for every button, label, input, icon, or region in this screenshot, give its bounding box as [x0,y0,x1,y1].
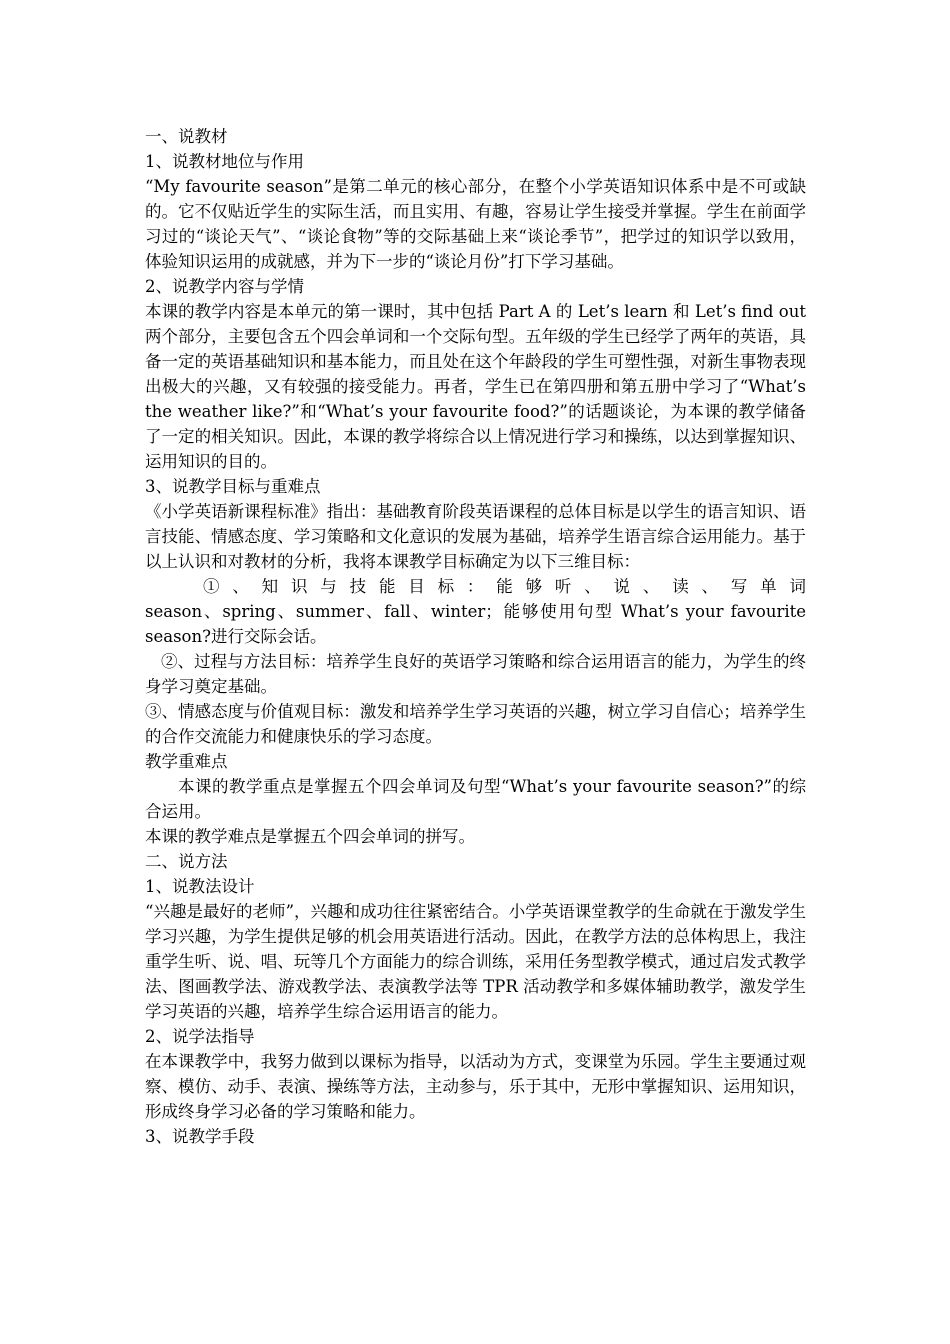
subsection-heading: 教学重难点 [145,752,228,771]
subsection-heading: 1、说教材地位与作用 [145,152,304,171]
key-point: 本课的教学重点是掌握五个四会单词及句型“What’s your favourite season?”的综合运用。 [145,777,806,821]
section-heading: 一、说教材 [145,127,228,146]
paragraph: 本课的教学内容是本单元的第一课时，其中包括 Part A 的 Let’s learn 和 Let’s find out 两个部分，主要包含五个四会单词和一个交际句型。五年级的学生已经学了两年的英语，具备一定的英语基础知识和基本能力，而且处在这个年龄段的学生可塑性强，对新生事物表现出极大的兴趣，又有较强的接受能力。再者，学生已在第四册和第五册中学习了“What’s the weather like?”和“What’s your favourite food?”的话题谈论，为本课的教学储备了一定的相关知识。因此，本课的教学将综合以上情况进行学习和操练，以达到掌握知识、运用知识的目的。 [145,302,806,471]
paragraph: “兴趣是最好的老师”，兴趣和成功往往紧密结合。小学英语课堂教学的生命就在于激发学生学习兴趣，为学生提供足够的机会用英语进行活动。因此，在教学方法的总体构思上，我注重学生听、说、唱、玩等几个方面能力的综合训练，采用任务型教学模式，通过启发式教学法、图画教学法、游戏教学法、表演教学法等 TPR 活动教学和多媒体辅助教学，激发学生学习英语的兴趣，培养学生综合运用语言的能力。 [145,902,806,1021]
goal-process: ②、过程与方法目标：培养学生良好的英语学习策略和综合运用语言的能力，为学生的终身学习奠定基础。 [145,652,806,696]
section-heading: 二、说方法 [145,852,228,871]
paragraph: 在本课教学中，我努力做到以课标为指导，以活动为方式，变课堂为乐园。学生主要通过观察、模仿、动手、表演、操练等方法，主动参与，乐于其中，无形中掌握知识、运用知识，形成终身学习必备的学习策略和能力。 [145,1052,806,1121]
subsection-heading: 1、说教法设计 [145,877,255,896]
goal-knowledge-continuation: season、spring、summer、fall、winter；能够使用句型 What’s your favourite season?进行交际会话。 [145,602,806,646]
goal-knowledge-line: ①、知识与技能目标：能够听、说、读、写单词 [203,577,806,596]
subsection-heading: 3、说教学手段 [145,1127,255,1146]
paragraph: 《小学英语新课程标准》指出：基础教育阶段英语课程的总体目标是以学生的语言知识、语言技能、情感态度、学习策略和文化意识的发展为基础，培养学生语言综合运用能力。基于以上认识和对教材的分析，我将本课教学目标确定为以下三维目标： [145,502,806,571]
document-page [145,124,806,1149]
subsection-heading: 3、说教学目标与重难点 [145,477,321,496]
paragraph: “My favourite season”是第二单元的核心部分，在整个小学英语知识体系中是不可或缺的。它不仅贴近学生的实际生活，而且实用、有趣，容易让学生接受并掌握。学生在前面学习过的“谈论天气”、“谈论食物”等的交际基础上来“谈论季节”，把学过的知识学以致用，体验知识运用的成就感，并为下一步的“谈论月份”打下学习基础。 [145,177,806,271]
goal-emotion: ③、情感态度与价值观目标：激发和培养学生学习英语的兴趣，树立学习自信心；培养学生的合作交流能力和健康快乐的学习态度。 [145,702,806,746]
subsection-heading: 2、说学法指导 [145,1027,255,1046]
difficult-point: 本课的教学难点是掌握五个四会单词的拼写。 [145,827,475,846]
subsection-heading: 2、说教学内容与学情 [145,277,304,296]
